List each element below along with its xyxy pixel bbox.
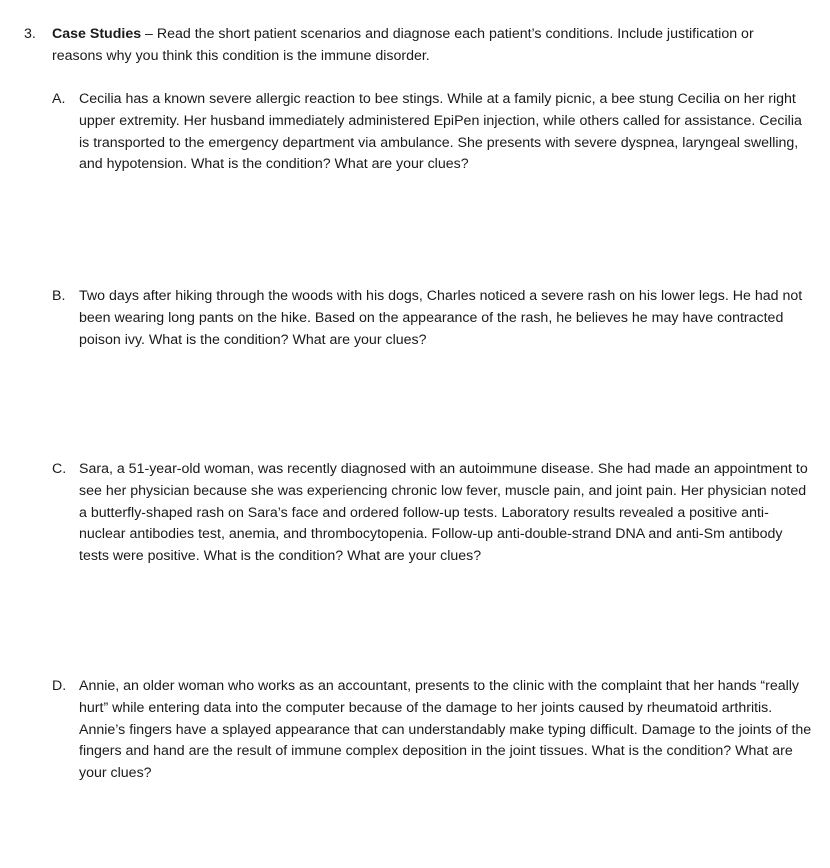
question-title: Case Studies: [52, 26, 142, 42]
case-study-c: [52, 459, 812, 568]
case-letter: C.: [52, 461, 67, 477]
question-header: [24, 24, 808, 68]
case-study-b: [52, 286, 812, 351]
case-letter: A.: [52, 91, 66, 107]
case-text: Sara, a 51-year-old woman, was recently diagnosed with an autoimmune disease. She had made an appointment to see her physician because she was experiencing chronic low fever, muscle pain, and joint pain. Her physician noted a butterfly-shaped rash on Sara’s face and ordered follow-up tests. Laboratory results revealed a positive anti-nuclear antibodies test, anemia, and thrombocytopenia. Follow-up anti-double-strand DNA and anti-Sm antibody tests were positive. What is the condition? What are your clues?: [79, 461, 808, 565]
question-3: [24, 24, 808, 68]
question-prompt: [52, 24, 808, 68]
question-intro: – Read the short patient scenarios and diagnose each patient’s conditions. Include justification or reasons why you think this condition is the immune disorder.: [52, 26, 754, 64]
case-text: Annie, an older woman who works as an accountant, presents to the clinic with the complaint that her hands “really hurt” while entering data into the computer because of the damage to her joints caused by rheumatoid arthritis. Annie’s fingers have a splayed appearance that can understandably make typing difficult. Damage to the joints of the fingers and hand are the result of immune complex deposition in the joint tissues. What is the condition? What are your clues?: [79, 678, 812, 782]
question-number: 3.: [24, 26, 36, 42]
case-letter: B.: [52, 288, 66, 304]
case-letter: D.: [52, 678, 67, 694]
case-study-d: [52, 676, 812, 785]
case-text: Two days after hiking through the woods with his dogs, Charles noticed a severe rash on his lower legs. He had not been wearing long pants on the hike. Based on the appearance of the rash, he believes he may have contracted poison ivy. What is the condition? What are your clues?: [79, 288, 803, 348]
case-study-a: [52, 89, 812, 176]
case-text: Cecilia has a known severe allergic reaction to bee stings. While at a family picnic, a bee stung Cecilia on her right upper extremity. Her husband immediately administered EpiPen injection, while others called for assistance. Cecilia is transported to the emergency department via ambulance. She presents with severe dyspnea, laryngeal swelling, and hypotension. What is the condition? What are your clues?: [79, 91, 802, 173]
